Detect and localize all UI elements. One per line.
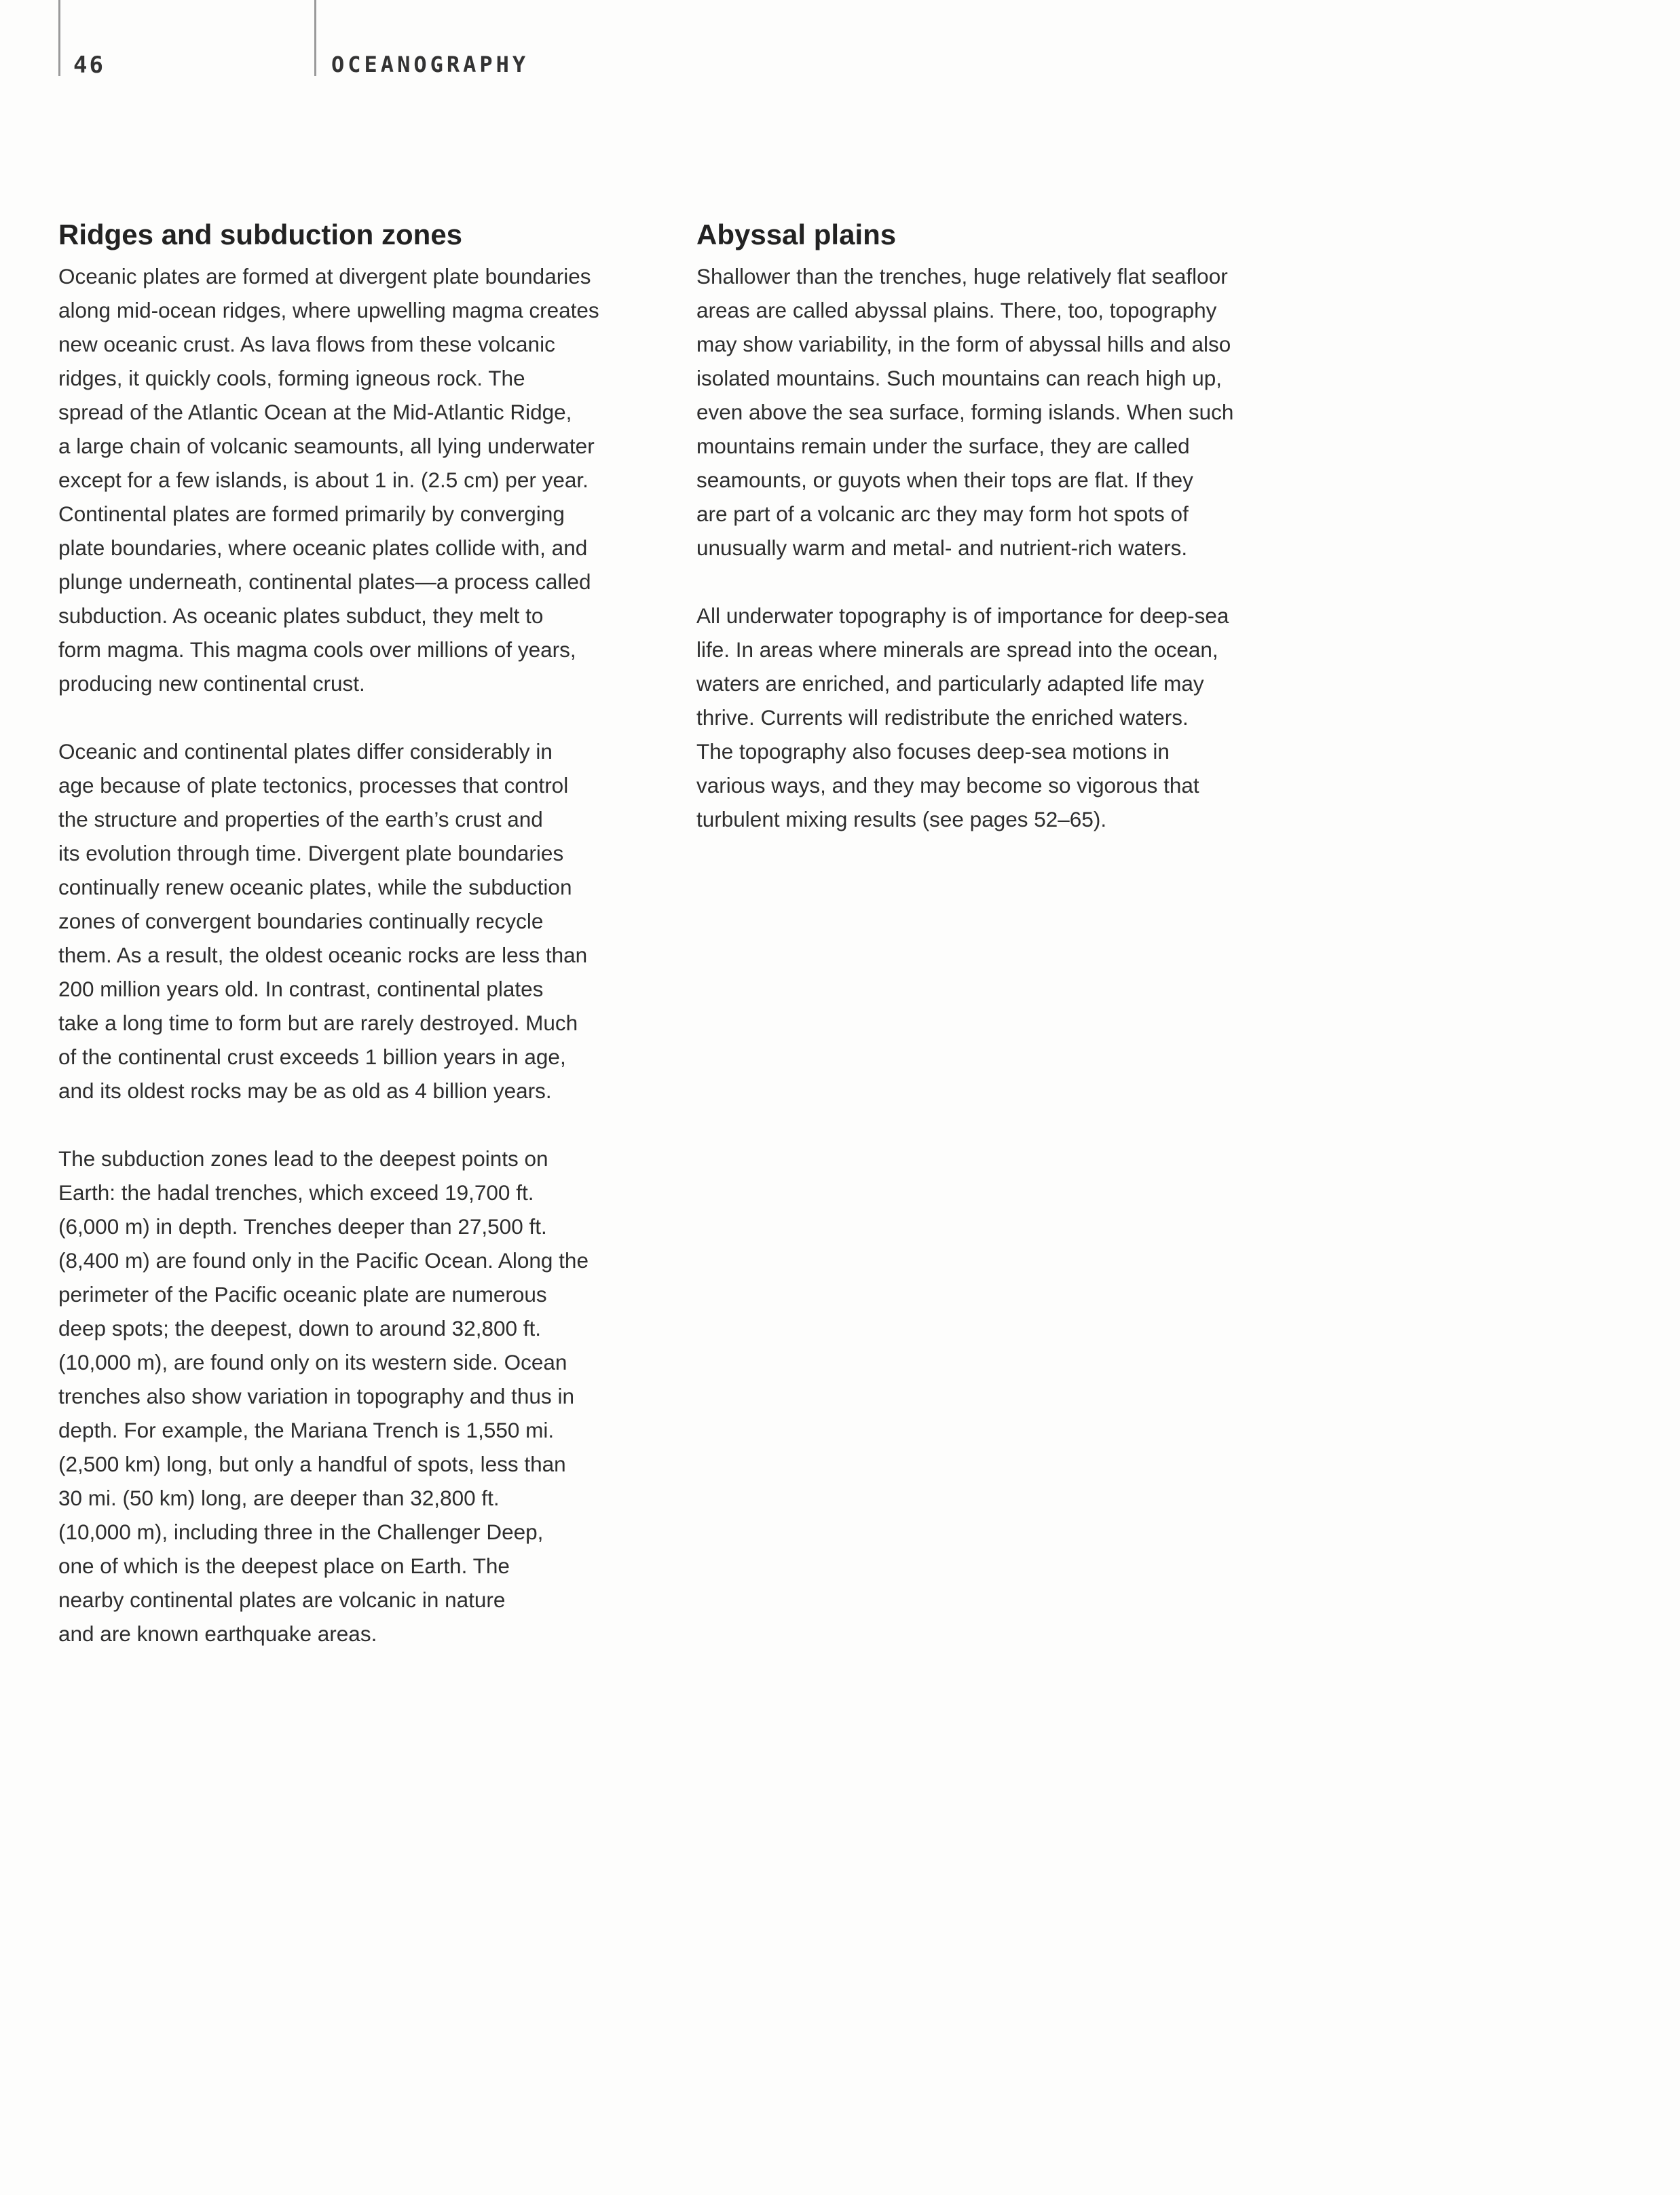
paragraph-abyssal-1: Shallower than the trenches, huge relatively flat seafloor areas are called abyssal plains. There, too, topography may show variability, in the form of abyssal hills and also isolated mountains. Such mountains can reach high up, even above the sea surface, forming islands. When such mountains remain under the surface, they are called seamounts, or guyots when their tops are flat. If they are part of a volcanic arc they may form hot spots of unusually warm and metal- and nutrient-rich waters. — [696, 264, 1234, 560]
paragraph-ridges-2: Oceanic and continental plates differ considerably in age because of plate tectonics, processes that control the structure and properties of the earth’s crust and its evolution through time. Divergent plate boundaries continually renew oceanic plates, while the subduction zones of convergent boundaries continually recycle them. As a result, the oldest oceanic rocks are less than 200 million years old. In contrast, continental plates take a long time to form but are rarely destroyed. Much of the continental crust exceeds 1 billion years in age, and its oldest rocks may be as old as 4 billion years. — [58, 739, 588, 1103]
paragraph-ridges-3: The subduction zones lead to the deepest points on Earth: the hadal trenches, which exceed 19,700 ft. (6,000 m) in depth. Trenches deeper than 27,500 ft. (8,400 m) are found only in the Pacific Ocean. Along the perimeter of the Pacific oceanic plate are numerous deep spots; the deepest, down to around 32,800 ft. (10,000 m), are found only on its western side. Ocean trenches also show variation in topography and thus in depth. For example, the Mariana Trench is 1,550 mi. (2,500 km) long, but only a handful of spots, less than 30 mi. (50 km) long, are deeper than 32,800 ft. (10,000 m), including three in the Challenger Deep, one of which is the deepest place on Earth. The nearby continental plates are volcanic in nature and are known earthquake areas. — [58, 1146, 589, 1646]
paragraph-abyssal-2: All underwater topography is of importance for deep-sea life. In areas where minerals are spread into the ocean, waters are enriched, and particularly adapted life may thrive. Currents will redistribute the enriched waters. The topography also focuses deep-sea motions in various ways, and they may become so vigorous that turbulent mixing results (see pages 52–65). — [696, 603, 1229, 831]
section-heading-ridges: Ridges and subduction zones — [58, 219, 463, 250]
section-heading-abyssal: Abyssal plains — [696, 219, 897, 250]
running-head: OCEANOGRAPHY — [331, 52, 529, 77]
left-column — [58, 216, 679, 1685]
page-number: 46 — [73, 52, 105, 79]
header-rule-left — [58, 0, 60, 76]
right-column — [696, 216, 1321, 870]
paragraph-ridges-1: Oceanic plates are formed at divergent plate boundaries along mid-ocean ridges, where upwelling magma creates new oceanic crust. As lava flows from these volcanic ridges, it quickly cools, forming igneous rock. The spread of the Atlantic Ocean at the Mid-Atlantic Ridge, a large chain of volcanic seamounts, all lying underwater except for a few islands, is about 1 in. (2.5 cm) per year. Continental plates are formed primarily by converging plate boundaries, where oceanic plates collide with, and plunge underneath, continental plates—a process called subduction. As oceanic plates subduct, they melt to form magma. This magma cools over millions of years, producing new continental crust. — [58, 264, 599, 696]
header-rule-middle — [314, 0, 316, 76]
